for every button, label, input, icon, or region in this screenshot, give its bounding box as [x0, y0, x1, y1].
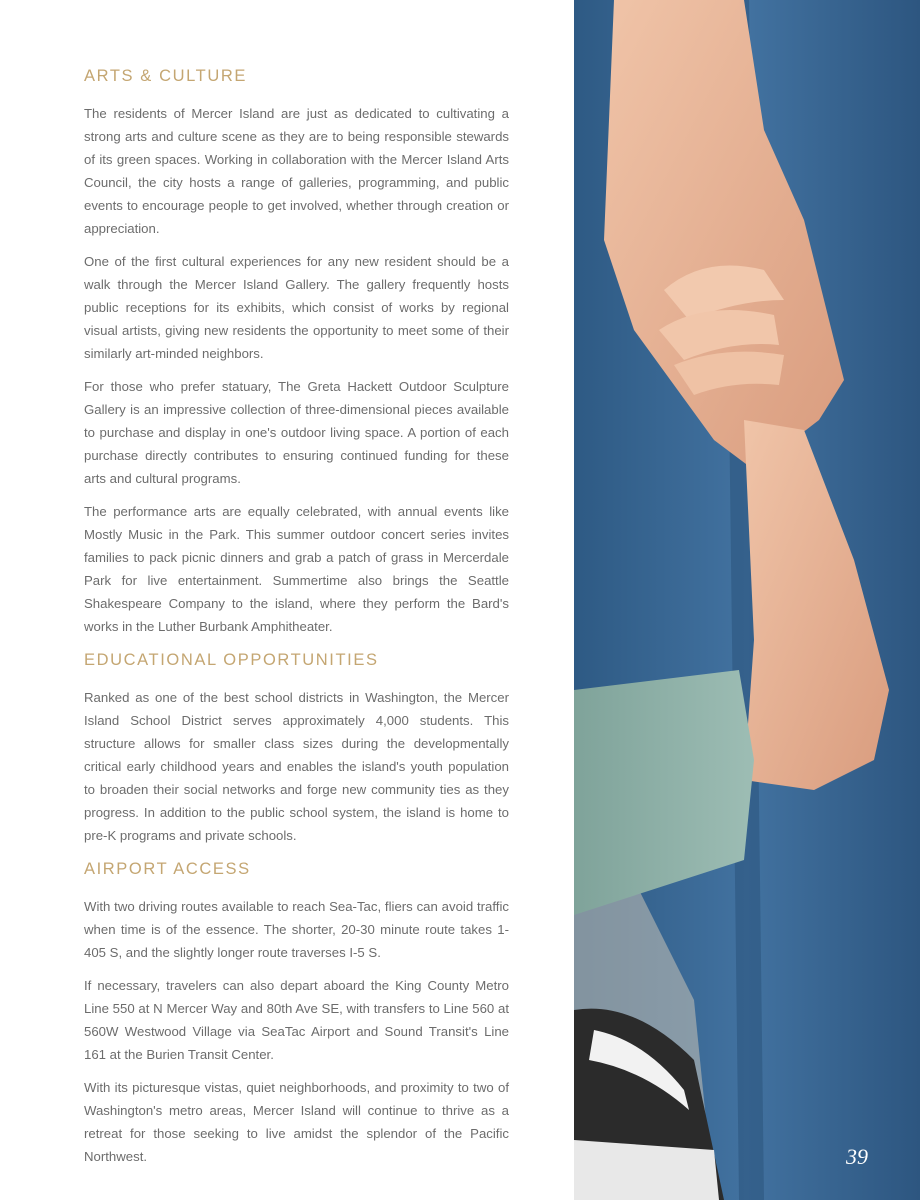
paragraph: For those who prefer statuary, The Greta Hackett Outdoor Sculpture Gallery is an impressive collection of three-dimensional pieces available to purchase and display in one's outdoor living space. A portion of each purchase directly contributes to ensuring continued funding for these arts and cultural programs.	[84, 379, 509, 486]
paragraph: The residents of Mercer Island are just as dedicated to cultivating a strong arts and culture scene as they are to being responsible stewards of its green spaces. Working in collaboration with the Mercer Island Arts Council, the city hosts a range of galleries, programming, and public events to encourage people to get involved, whether through creation or appreciation.	[84, 106, 509, 236]
paragraph: With two driving routes available to reach Sea-Tac, fliers can avoid traffic when time is of the essence. The shorter, 20-30 minute route takes 1-405 S, and the slightly longer route traverses I-5 S.	[84, 899, 509, 960]
section-heading: AIRPORT ACCESS	[84, 860, 251, 878]
paragraph: Ranked as one of the best school districts in Washington, the Mercer Island School District serves approximately 4,000 students. This structure allows for smaller class sizes during the developmentally critical early childhood years and enables the island's youth population to broaden their social networks and forge new community ties as they progress. In addition to the public school system, the island is home to pre-K programs and private schools.	[84, 690, 509, 843]
hand-holding-photo	[574, 0, 920, 1200]
section-arts-culture	[84, 64, 509, 638]
page-number: 39	[846, 1144, 868, 1169]
paragraph: If necessary, travelers can also depart aboard the King County Metro Line 550 at N Mercer Way and 80th Ave SE, with transfers to Line 560 at 560W Westwood Village via SeaTac Airport and Sound Transit's Line 161 at the Burien Transit Center.	[84, 978, 509, 1062]
article-body	[84, 64, 509, 1178]
photo-illustration	[574, 0, 920, 1200]
section-educational-opportunities	[84, 648, 509, 847]
paragraph: One of the first cultural experiences for any new resident should be a walk through the Mercer Island Gallery. The gallery frequently hosts public receptions for its exhibits, which consist of works by regional visual artists, giving new residents the opportunity to meet some of their similarly art-minded neighbors.	[84, 254, 509, 361]
section-heading: EDUCATIONAL OPPORTUNITIES	[84, 651, 379, 669]
paragraph: With its picturesque vistas, quiet neighborhoods, and proximity to two of Washington's metro areas, Mercer Island will continue to thrive as a retreat for those seeking to live amidst the splendor of the Pacific Northwest.	[84, 1080, 509, 1164]
section-heading: ARTS & CULTURE	[84, 67, 247, 85]
section-airport-access	[84, 857, 509, 1168]
paragraph: The performance arts are equally celebrated, with annual events like Mostly Music in the Park. This summer outdoor concert series invites families to pack picnic dinners and grab a patch of grass in Mercerdale Park for live entertainment. Summertime also brings the Seattle Shakespeare Company to the island, where they perform the Bard's works in the Luther Burbank Amphitheater.	[84, 504, 509, 634]
